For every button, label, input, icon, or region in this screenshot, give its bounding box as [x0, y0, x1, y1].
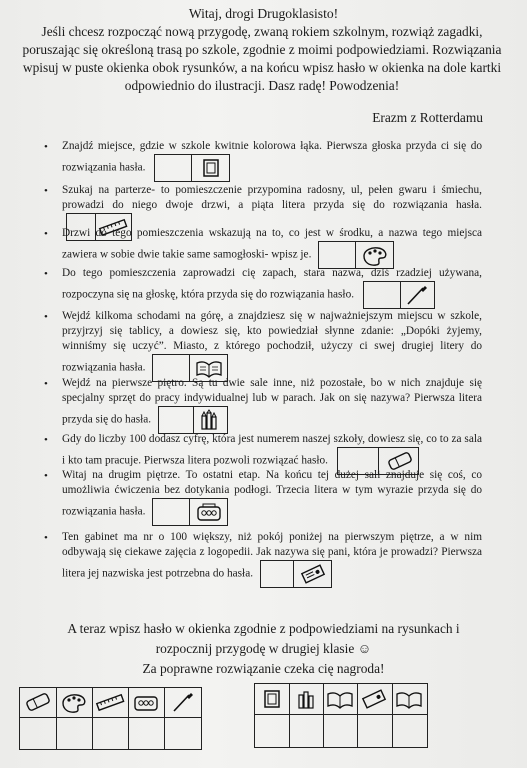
closing-text	[0, 619, 527, 679]
answer-box-6[interactable]	[158, 406, 228, 434]
signature: Erazm z Rotterdamu	[372, 110, 483, 125]
bullet: •	[44, 532, 48, 544]
task-6-text: Wejdź na pierwsze piętro. Są tu dwie sale inne, niż pozostałe, bo w nich znajduje się specjalny sprzęt do pracy indywidualnej lub w parach. Jak on się nazywa? Pierwsza litera przyda się do hasła.	[62, 377, 482, 426]
closing-line-3: Za poprawne rozwiązanie czeka cię nagroda!	[142, 661, 385, 676]
task-6	[44, 376, 482, 434]
answer-box-9[interactable]	[260, 560, 332, 588]
greeting-heading: Witaj, drogi Drugoklasisto!	[188, 6, 339, 21]
task-8	[44, 468, 482, 526]
open-book-icon	[394, 688, 424, 710]
answer-box-1[interactable]	[154, 154, 230, 182]
task-9	[44, 530, 482, 588]
sharpener-icon	[359, 688, 389, 710]
paintbrush-icon	[401, 284, 431, 306]
picture-frame-icon	[196, 157, 226, 179]
task-7-text: Gdy do liczby 100 dodasz cyfrę, która jest numerem naszej szkoły, dowiesz się, co to za sala i kto tam pracuje. Pierwsza litera pozwoli rozwiązać hasło.	[62, 433, 482, 467]
paint-set-icon	[131, 691, 161, 713]
task-3-text: Drzwi do tego pomieszczenia wskazują na to, co jest w środku, a nazwa tego miejsca zawiera w sobie dwie takie same samogłoski- wpisz je.	[62, 227, 482, 261]
ruler-icon	[95, 691, 125, 713]
paint-set-icon	[194, 501, 224, 523]
answer-box-4[interactable]	[363, 281, 435, 309]
bullet: •	[44, 311, 48, 323]
answer-grid-right[interactable]	[254, 683, 428, 748]
bullet: •	[44, 434, 48, 446]
answer-grid-left[interactable]	[19, 687, 202, 750]
paintbrush-icon	[167, 691, 197, 713]
eraser-icon	[23, 691, 53, 713]
bullet: •	[44, 228, 48, 240]
palette-icon	[360, 244, 390, 266]
task-5-text: Wejdź kilkoma schodami na górę, a znajdziesz się w najważniejszym miejscu w szkole, przyjrzyj się tablicy, a dowiesz się, kto powiedział słynne zdanie: „Dopóki żyjemy, winniśmy się uczyć”. Miasto, z którego pochodził, użyczy ci swej drugiej litery do rozwiązania hasła.	[62, 310, 482, 374]
task-3	[44, 226, 482, 269]
task-2-text: Szukaj na parterze- to pomieszczenie przypomina radosny, ul, pełen gwaru i śmiechu, prowadzi do niego dwoje drzwi, a piąta litera przyda się do rozwiązania hasła.	[62, 184, 482, 211]
task-8-text: Witaj na drugim piętrze. To ostatni etap. Na końcu tej dużej sali znajduje się coś, co umożliwia ćwiczenia bez dotykania podłogi. Trzecia litera w tym wyrazie przyda się do rozwiązania hasła.	[62, 469, 482, 518]
crayons-icon	[194, 409, 224, 431]
intro-paragraph: Jeśli chcesz rozpocząć nową przygodę, zwaną rokiem szkolnym, rozwiąż zagadki, poruszając się określoną trasą po szkole, zgodnie z moimi podpowiedziami. Rozwiązania wpisuj w puste okienka obok rysunków, a na końcu wpisz hasło w okienka na dole kartki odpowiednio do ilustracji. Dasz radę! Powodzenia!	[22, 24, 502, 93]
answer-box-3[interactable]	[318, 241, 394, 269]
closing-line-1: A teraz wpisz hasło w okienka zgodnie z podpowiedziami na rysunkach i	[67, 621, 460, 636]
crayons-icon	[291, 688, 321, 710]
task-4	[44, 266, 482, 309]
task-4-text: Do tego pomieszczenia zaprowadzi cię zapach, stara nazwa, dziś rzadziej używana, rozpoczyna się na głoskę, która przyda się do rozwiązania hasło.	[62, 267, 482, 301]
sharpener-icon	[298, 563, 328, 585]
answer-box-8[interactable]	[152, 498, 228, 526]
palette-icon	[59, 691, 89, 713]
bullet: •	[44, 141, 48, 153]
bullet: •	[44, 378, 48, 390]
task-1	[44, 139, 482, 182]
open-book-icon	[325, 688, 355, 710]
closing-line-2: rozpocznij przygodę w drugiej klasie ☺	[155, 641, 372, 656]
bullet: •	[44, 268, 48, 280]
task-1-text: Znajdź miejsce, gdzie w szkole kwitnie kolorowa łąka. Pierwsza głoska przyda ci się do rozwiązania hasła.	[62, 140, 482, 174]
task-5	[44, 309, 482, 382]
picture-frame-icon	[257, 688, 287, 710]
bullet: •	[44, 185, 48, 197]
task-9-text: Ten gabinet ma nr o 100 większy, niż pokój poniżej na pierwszym piętrze, a w nim odbywają się ciekawe zajęcia z logopedii. Jak nazywa się pani, która je prowadzi? Pierwsza litera jej nazwiska jest potrzebna do hasła.	[62, 531, 482, 580]
bullet: •	[44, 470, 48, 482]
